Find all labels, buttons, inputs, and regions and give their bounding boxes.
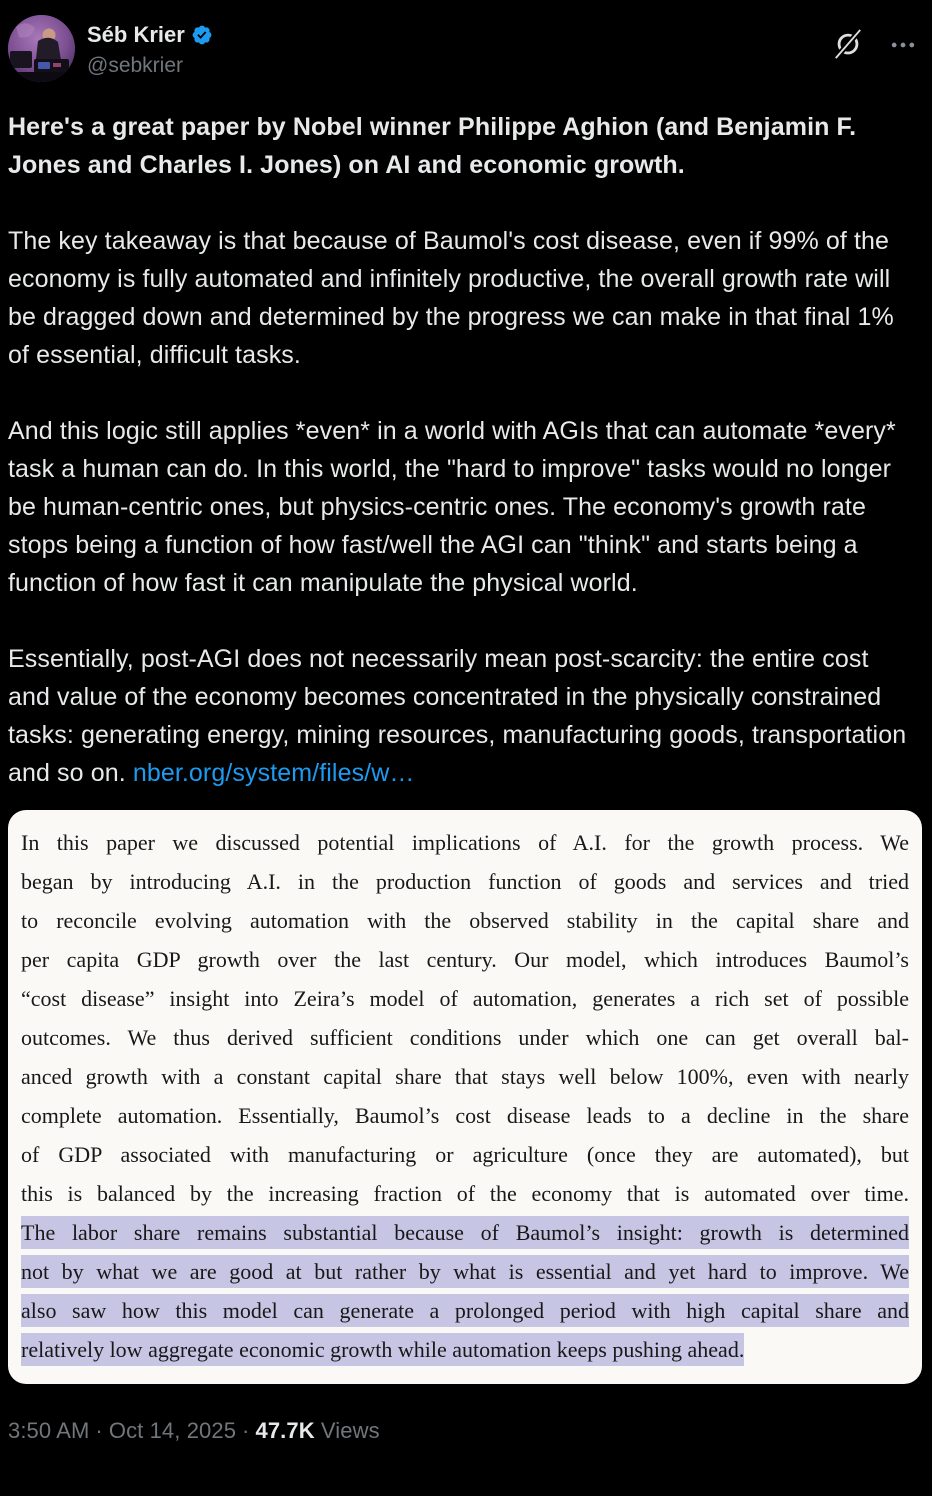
- more-options-icon: [888, 30, 918, 63]
- tweet-footer: [8, 1418, 922, 1444]
- views-label: Views: [320, 1418, 380, 1443]
- timestamp-date: Oct 14, 2025: [108, 1418, 237, 1443]
- grok-button[interactable]: [830, 27, 866, 66]
- more-options-button[interactable]: [886, 28, 920, 65]
- author-handle[interactable]: @sebkrier: [87, 54, 184, 78]
- verified-badge-icon: [191, 24, 213, 46]
- separator-dot: ·: [242, 1418, 250, 1443]
- tweet-paragraph-3: And this logic still applies *even* in a world with AGIs that can automate *every* task a human can do. In this world, the "hard to improve" tasks would no longer be human-centric ones, but physics-centric ones. The economy's growth rate stops being a function of how fast/well the AGI can "think" and starts being a function of how fast it can manipulate the physical world.: [8, 417, 896, 597]
- paper-text-line: this is balanced by the increasing fraction of the economy that is automated over time.: [21, 1181, 909, 1206]
- paper-text-line: of GDP associated with manufacturing or agriculture (once they are automated), but: [21, 1142, 909, 1167]
- tweet-header: [8, 15, 922, 82]
- paper-text-line: “cost disease” insight into Zeira’s model of automation, generates a rich set of possible: [21, 986, 909, 1011]
- paper-text-line-highlighted: The labor share remains substantial because of Baumol’s insight: growth is determined: [21, 1213, 909, 1252]
- avatar-image: [8, 15, 75, 82]
- paper-text-line: In this paper we discussed potential implications of A.I. for the growth process. We: [21, 830, 909, 855]
- tweet-body: [8, 108, 922, 792]
- paper-text-line-highlighted: relatively low aggregate economic growth while automation keeps pushing ahead.: [21, 1330, 909, 1369]
- paper-text-line: complete automation. Essentially, Baumol’s cost disease leads to a decline in the share: [21, 1103, 909, 1128]
- header-actions: [830, 15, 922, 66]
- paper-text-line: anced growth with a constant capital share that stays well below 100%, even with nearly: [21, 1064, 909, 1089]
- tweet-paragraph-1: Here's a great paper by Nobel winner Philippe Aghion (and Benjamin F. Jones and Charles I. Jones) on AI and economic growth.: [8, 113, 857, 179]
- paper-text-line-highlighted: not by what we are good at but rather by what is essential and yet hard to improve. We: [21, 1252, 909, 1291]
- paper-text-line: per capita GDP growth over the last century. Our model, which introduces Baumol’s: [21, 947, 909, 972]
- views-count: 47.7K: [255, 1418, 315, 1443]
- tweet-paragraph-4-text: Essentially, post-AGI does not necessarily mean post-scarcity: the entire cost and value of the economy becomes concentrated in the physically constrained tasks: generating energy, mining resources, manufacturing goods, transportation and so on.: [8, 645, 907, 787]
- paper-text-line: began by introducing A.I. in the production function of goods and services and tried: [21, 869, 909, 894]
- author-display-name[interactable]: Séb Krier: [87, 22, 185, 47]
- paper-screenshot-image[interactable]: [8, 810, 922, 1384]
- tweet-paragraph-4: [8, 640, 908, 792]
- profile-avatar[interactable]: [8, 15, 75, 82]
- author-names: [87, 15, 830, 79]
- author-name-row[interactable]: [87, 22, 830, 48]
- timestamp-time: 3:50 AM: [8, 1418, 90, 1443]
- paper-text-line: outcomes. We thus derived sufficient conditions under which one can get overall bal-: [21, 1025, 909, 1050]
- paper-text-line-highlighted: also saw how this model can generate a prolonged period with high capital share and: [21, 1291, 909, 1330]
- grok-icon: [832, 29, 864, 64]
- nber-link[interactable]: nber.org/system/files/w…: [132, 759, 415, 787]
- separator-dot: ·: [95, 1418, 103, 1443]
- paper-text-line: to reconcile evolving automation with the observed stability in the capital share and: [21, 908, 909, 933]
- tweet-paragraph-2: The key takeaway is that because of Baumol's cost disease, even if 99% of the economy is fully automated and infinitely productive, the overall growth rate will be dragged down and determined by the progress we can make in that final 1% of essential, difficult tasks.: [8, 227, 894, 369]
